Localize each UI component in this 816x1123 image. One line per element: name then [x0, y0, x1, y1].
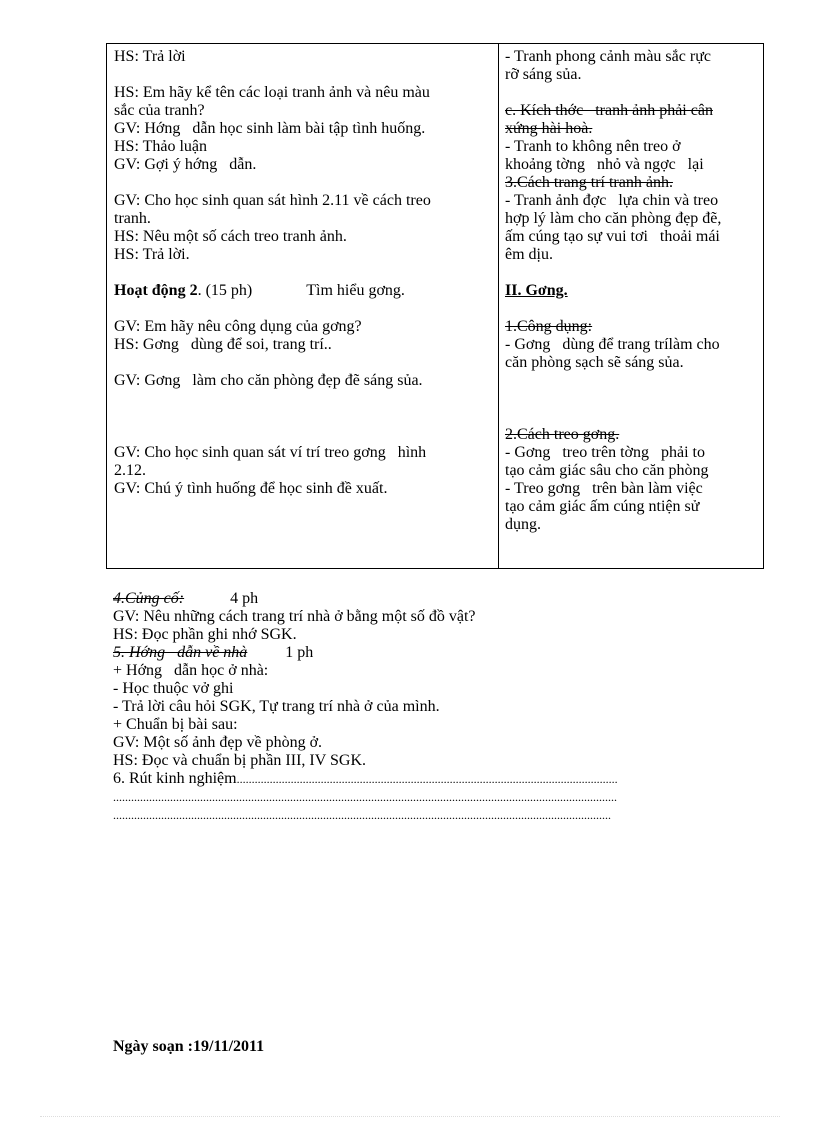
huongdan-line: - Trả lời câu hỏi SGK, Tự trang trí nhà ở của mình.: [113, 698, 440, 715]
huongdan-label: 5. Hớng dẫn về nhà: [113, 644, 248, 661]
left-line: GV: Chú ý tình huống để học sinh đề xuất.: [114, 480, 388, 497]
left-line: HS: Thảo luận: [114, 138, 208, 155]
date-value: 19/11/2011: [193, 1038, 265, 1055]
cungco-line: HS: Đọc phần ghi nhớ SGK.: [113, 626, 297, 643]
lesson-table: [106, 43, 764, 569]
right-line: tạo cảm giác sâu cho căn phòng: [505, 462, 709, 479]
activity-2-title: Hoạt động 2: [114, 282, 198, 299]
left-line: [114, 354, 492, 372]
left-line: 2.12.: [114, 462, 146, 479]
heading-c-cont: xứng hài hoà.: [505, 120, 593, 137]
huongdan-line: - Học thuộc vở ghi: [113, 680, 234, 697]
right-line: rỡ sáng sủa.: [505, 66, 582, 83]
activity-2-topic: Tìm hiểu gơng.: [306, 282, 405, 299]
huongdan-time: 1 ph: [285, 644, 314, 661]
activity-2-heading: [114, 282, 492, 300]
left-line: GV: Cho học sinh quan sát ví trí treo gơng hình: [114, 444, 427, 461]
heading-c: c. Kích thớc tranh ảnh phải cân: [505, 102, 713, 119]
right-line: ấm cúng tạo sự vui tơi thoải mái: [505, 228, 720, 245]
heading-II: II. Gơng.: [505, 282, 568, 299]
dotted-line: ........................................................................................................................................................................: [113, 790, 617, 804]
rut-number: 6.: [113, 770, 125, 787]
column-divider: [498, 44, 499, 568]
huongdan-line: + Chuẩn bị bài sau:: [113, 716, 238, 733]
heading-2: 2.Cách treo gơng.: [505, 426, 620, 443]
rut-label: Rút kinh nghiệm: [129, 770, 237, 787]
cungco-time: 4 ph: [230, 590, 259, 607]
preparation-date: [113, 1038, 264, 1056]
left-line: tranh.: [114, 210, 151, 227]
left-line: [114, 66, 492, 84]
cungco-heading: [113, 590, 763, 608]
date-label: Ngày soạn :: [113, 1038, 194, 1055]
left-line: GV: Cho học sinh quan sát hình 2.11 về cách treo: [114, 192, 431, 209]
left-line: sắc của tranh?: [114, 102, 205, 119]
right-line: - Gơng dùng để trang trílàm cho: [505, 336, 720, 353]
huongdan-line: + Hớng dẫn học ở nhà:: [113, 662, 269, 679]
left-line: HS: Gơng dùng để soi, trang trí..: [114, 336, 332, 353]
right-line: - Tranh phong cảnh màu sắc rực: [505, 48, 711, 65]
content-column: [505, 48, 757, 534]
right-line: - Tranh ảnh đợc lựa chin và treo: [505, 192, 719, 209]
heading-1: 1.Công dụng:: [505, 318, 593, 335]
left-line: GV: Em hãy nêu công dụng của gơng?: [114, 318, 362, 335]
right-line: căn phòng sạch sẽ sáng sủa.: [505, 354, 684, 371]
right-line: - Tranh to không nên treo ở: [505, 138, 681, 155]
right-line: êm dịu.: [505, 246, 553, 263]
activity-2-time: . (15 ph): [197, 282, 253, 299]
left-line: GV: Gơng làm cho căn phòng đẹp đẽ sáng sủa.: [114, 372, 423, 389]
cungco-label: 4.Củng cố:: [113, 590, 185, 607]
cungco-line: GV: Nêu những cách trang trí nhà ở bằng một số đồ vật?: [113, 608, 476, 625]
huongdan-line: GV: Một số ảnh đẹp về phòng ở.: [113, 734, 323, 751]
huongdan-heading: [113, 644, 763, 662]
page-bottom-rule: [40, 1116, 780, 1117]
left-line: [114, 426, 492, 444]
lesson-wrapup: [113, 590, 763, 824]
teacher-student-column: [114, 48, 492, 498]
right-line: [505, 264, 757, 282]
heading-3: 3.Cách trang trí tranh ảnh.: [505, 174, 673, 191]
left-line: [114, 300, 492, 318]
right-line: hợp lý làm cho căn phòng đẹp đẽ,: [505, 210, 722, 227]
left-line: [114, 390, 492, 408]
left-line: GV: Hớng dẫn học sinh làm bài tập tình huống.: [114, 120, 426, 137]
left-line: HS: Trả lời: [114, 48, 186, 65]
left-line: [114, 408, 492, 426]
right-line: tạo cảm giác ấm cúng ntiện sử: [505, 498, 700, 515]
right-line: dụng.: [505, 516, 541, 533]
left-line: [114, 174, 492, 192]
left-line: HS: Trả lời.: [114, 246, 190, 263]
right-line: khoảng tờng nhỏ và ngợc lại: [505, 156, 704, 173]
left-line: HS: Nêu một số cách treo tranh ảnh.: [114, 228, 347, 245]
right-line: - Gơng treo trên tờng phải to: [505, 444, 705, 461]
left-line: GV: Gợi ý hớng dẫn.: [114, 156, 257, 173]
rut-dots: ...............................................................................................................................: [236, 772, 618, 786]
right-line: [505, 84, 757, 102]
dotted-line: ......................................................................................................................................................................: [113, 808, 611, 822]
left-line: HS: Em hãy kể tên các loại tranh ảnh và nêu màu: [114, 84, 430, 101]
huongdan-line: HS: Đọc và chuẩn bị phần III, IV SGK.: [113, 752, 366, 769]
right-line: - Treo gơng trên bàn làm việc: [505, 480, 703, 497]
rut-kinh-nghiem: [113, 770, 763, 788]
left-line: [114, 264, 492, 282]
